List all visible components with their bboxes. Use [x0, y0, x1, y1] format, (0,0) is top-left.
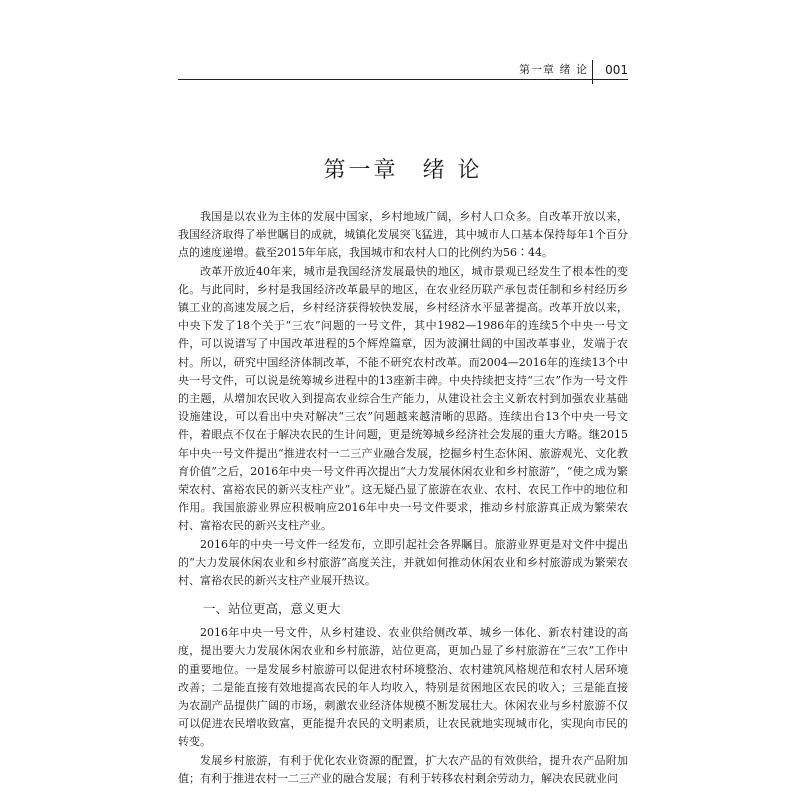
- header-rule: [178, 79, 628, 80]
- chapter-name: 绪 论: [422, 158, 483, 183]
- paragraph: 2016年中央一号文件，从乡村建设、农业供给侧改革、城乡一体化、新农村建设的高度，提出要大力发展休闲农业和乡村旅游，站位更高，更加凸显了乡村旅游在“三农”工作中的重要地位。一是发展乡村旅游可以促进农村环境整治、农村建筑风格规范和农村人居环境改善；二是能直接有效地提高农民的年人均收入，特别是贫困地区农民的收入；三是能直接为农副产品提供广阔的市场，刺激农业经济体规模不断发展壮大。休闲农业与乡村旅游不仅可以促进农民增收致富，更能提升农民的文明素质，让农民就地实现城市化，实现向市民的转变。: [178, 626, 628, 749]
- page-number: 001: [605, 63, 628, 77]
- paragraph: 我国是以农业为主体的发展中国家，乡村地域广阔，乡村人口众多。自改革开放以来，我国经济取得了举世瞩目的成就，城镇化发展突飞猛进，其中城市人口基本保持每年1个百分点的速度递增。截至2015年年底，我国城市和农村人口的比例约为56∶44。: [178, 210, 628, 260]
- running-header: [178, 58, 628, 80]
- section-heading: 一、站位更高，意义更大: [203, 601, 341, 617]
- paragraph: 2016年的中央一号文件一经发布，立即引起社会各界瞩目。旅游业界更是对文件中提出的“大力发展休闲农业和乡村旅游”高度关注，并就如何推动休闲农业和乡村旅游成为繁荣农村、富裕农民的新兴支柱产业展开热议。: [178, 537, 628, 588]
- header-separator: [592, 60, 593, 84]
- chapter-title: [178, 153, 628, 184]
- paragraph: 发展乡村旅游，有利于优化农业资源的配置，扩大农产品的有效供给，提升农产品附加值；有利于推进农村一二三产业的融合发展；有利于转移农村剩余劳动力，解决农民就业问: [178, 753, 628, 785]
- chapter-label: 第一章: [323, 158, 399, 183]
- body-text: [178, 208, 628, 788]
- paragraph: 改革开放近40年来，城市是我国经济发展最快的地区，城市景观已经发生了根本性的变化。与此同时，乡村是我国经济改革最早的地区，在农业经历联产承包责任制和乡村经历乡镇工业的高速发展之后，乡村经济获得较快发展，乡村经济水平显著提高。改革开放以来，中央下发了18个关于“三农”问题的一号文件，其中1982—1986年的连续5个中央一号文件，可以说谱写了中国改革进程的5个辉煌篇章，因为波澜壮阔的中国改革事业，发端于农村。所以，研究中国经济体制改革，不能不研究农村改革。而2004—2016年的连续13个中央一号文件，可以说是统筹城乡进程中的13座新丰碑。中央持续把支持“三农”作为一号文件的主题，从增加农民收入到提高农业综合生产能力，从建设社会主义新农村到加强农业基础设施建设，可以看出中央对解决“三农”问题越来越清晰的思路。连续出台13个中央一号文件，着眼点不仅在于解决农民的生计问题，更是统筹城乡经济社会发展的重大方略。继2015年中央一号文件提出“推进农村一二三产业融合发展，挖掘乡村生态休闲、旅游观光、文化教育价值”之后，2016年中央一号文件再次提出“大力发展休闲农业和乡村旅游”，“使之成为繁荣农村、富裕农民的新兴支柱产业”。这无疑凸显了旅游在农业、农村、农民工作中的地位和作用。我国旅游业界应积极响应2016年中央一号文件要求，推动乡村旅游真正成为繁荣农村、富裕农民的新兴支柱产业。: [178, 264, 628, 533]
- header-chapter-title: 第一章 绪 论: [519, 63, 588, 76]
